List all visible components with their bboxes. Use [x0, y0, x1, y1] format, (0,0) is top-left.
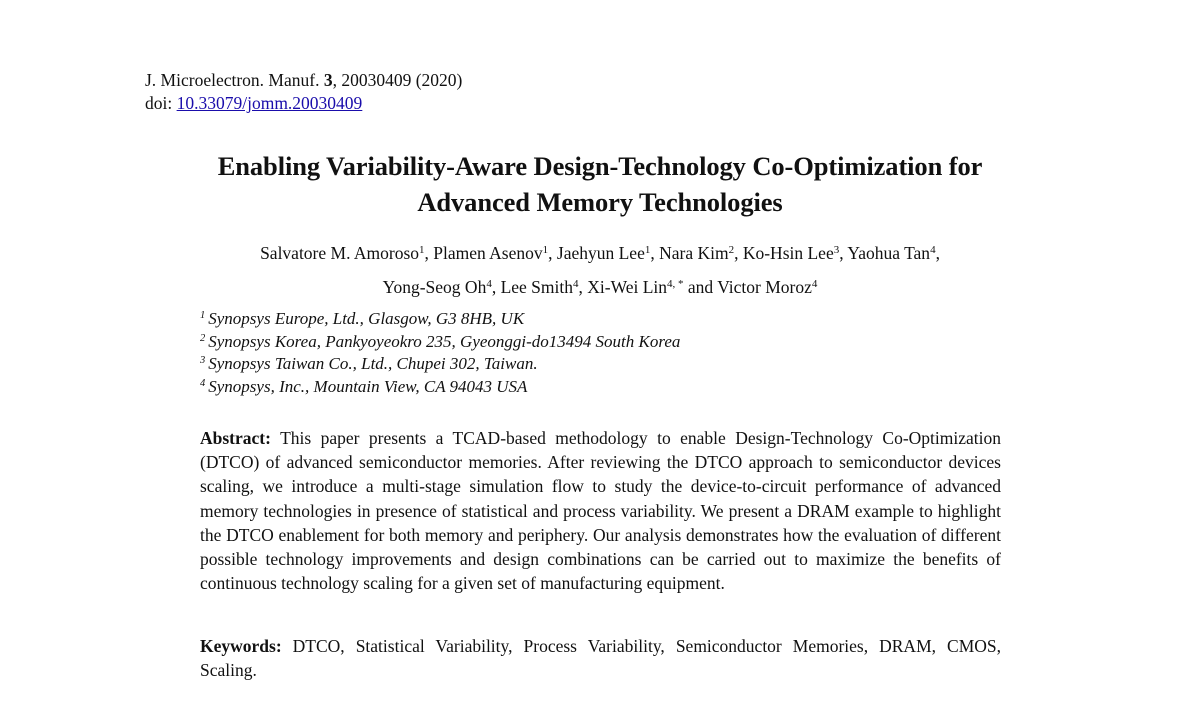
author-separator: , — [424, 243, 434, 263]
author — [260, 243, 424, 263]
affiliation-text: Synopsys, Inc., Mountain View, CA 94043 USA — [208, 376, 528, 396]
author-name: Jaehyun Lee — [556, 243, 645, 263]
author — [557, 243, 650, 263]
author-affiliation-mark: 4 — [573, 278, 579, 290]
affiliation-text: Synopsys Taiwan Co., Ltd., Chupei 302, Taiwan. — [208, 354, 538, 373]
affiliation-number: 4 — [200, 377, 206, 389]
citation-line — [145, 69, 462, 92]
abstract — [200, 426, 1001, 595]
journal-name: J. Microelectron. Manuf. — [145, 70, 320, 90]
journal-header — [145, 69, 462, 115]
author-name: Ko-Hsin Lee — [742, 243, 834, 263]
author-affiliation-mark: 1 — [542, 244, 549, 256]
article-number: , 20030409 (2020) — [332, 70, 463, 90]
author-affiliation-mark: 1 — [644, 244, 651, 256]
author-affiliation-mark: 4 — [811, 278, 818, 290]
abstract-label: Abstract: — [200, 428, 271, 448]
affiliation-item — [200, 331, 680, 354]
author-line-1 — [150, 236, 1050, 270]
affiliation-item — [200, 376, 680, 399]
doi-link[interactable]: 10.33079/jomm.20030409 — [176, 93, 363, 113]
paper-title — [100, 148, 1100, 220]
author — [587, 277, 683, 297]
author-affiliation-mark: 4, * — [667, 278, 684, 290]
author-affiliation-mark: 4 — [930, 244, 936, 256]
keywords-text: DTCO, Statistical Variability, Process Variability, Semiconductor Memories, DRAM, CMOS, Scaling. — [200, 636, 1001, 681]
author-name: Yaohua Tan — [847, 243, 931, 263]
author-name: Yong-Seog Oh — [382, 277, 487, 297]
author-separator: , — [491, 277, 501, 297]
author-affiliation-mark: 1 — [419, 244, 425, 256]
author-separator: , — [548, 243, 557, 263]
author-name: Plamen Asenov — [433, 243, 543, 263]
author-separator: , — [935, 243, 940, 263]
author-name: Salvatore M. Amoroso — [260, 243, 420, 263]
author-separator: , — [578, 277, 588, 297]
doi-label: doi: — [145, 93, 173, 113]
affiliation-list — [200, 308, 680, 398]
author-separator: , — [839, 243, 848, 263]
author-name: Nara Kim — [659, 243, 729, 263]
author — [433, 243, 548, 263]
author — [743, 243, 839, 263]
affiliation-text: Synopsys Europe, Ltd., Glasgow, G3 8HB, UK — [208, 309, 525, 328]
abstract-text: This paper presents a TCAD-based methodology to enable Design-Technology Co-Optimization (DTCO) of advanced semiconductor memories. After reviewing the DTCO approach to semiconductor devices scaling, we introduce a multi-stage simulation flow to study the device-to-circuit performance of advanced memory technologies in presence of statistical and process variability. We present a DRAM example to highlight the DTCO enablement for both memory and periphery. Our analysis demonstrates how the evaluation of different possible technology improvements and design combinations can be carried out to maximize the benefits of continuous technology scaling for a given set of manufacturing equipment. — [200, 428, 1002, 594]
affiliation-item — [200, 353, 680, 376]
affiliation-text: Synopsys Korea, Pankyoyeokro 235, Gyeonggi-do13494 South Korea — [208, 331, 681, 351]
author — [717, 277, 817, 297]
author-name: Xi-Wei Lin — [587, 277, 667, 297]
author — [847, 243, 935, 263]
author — [501, 277, 579, 297]
author-separator: and — [683, 277, 718, 297]
author-separator: , — [734, 243, 743, 263]
author-list — [150, 236, 1050, 304]
affiliation-number: 3 — [200, 355, 206, 366]
author-separator: , — [650, 243, 660, 263]
author-affiliation-mark: 3 — [833, 244, 840, 256]
author — [383, 277, 492, 297]
title-line-1: Enabling Variability-Aware Design-Technology Co-Optimization for — [217, 151, 983, 181]
journal-volume: 3 — [323, 70, 333, 90]
author — [659, 243, 734, 263]
title-line-2: Advanced Memory Technologies — [417, 187, 783, 217]
author-line-2 — [150, 270, 1050, 304]
keywords-label: Keywords: — [200, 636, 282, 656]
author-affiliation-mark: 4 — [486, 278, 492, 290]
author-affiliation-mark: 2 — [728, 244, 735, 256]
author-name: Lee Smith — [500, 277, 573, 297]
doi-line — [145, 92, 462, 115]
affiliation-number: 1 — [200, 310, 206, 321]
affiliation-item — [200, 308, 680, 331]
author-name: Victor Moroz — [717, 277, 812, 297]
affiliation-number: 2 — [200, 332, 206, 344]
keywords — [200, 634, 1001, 682]
